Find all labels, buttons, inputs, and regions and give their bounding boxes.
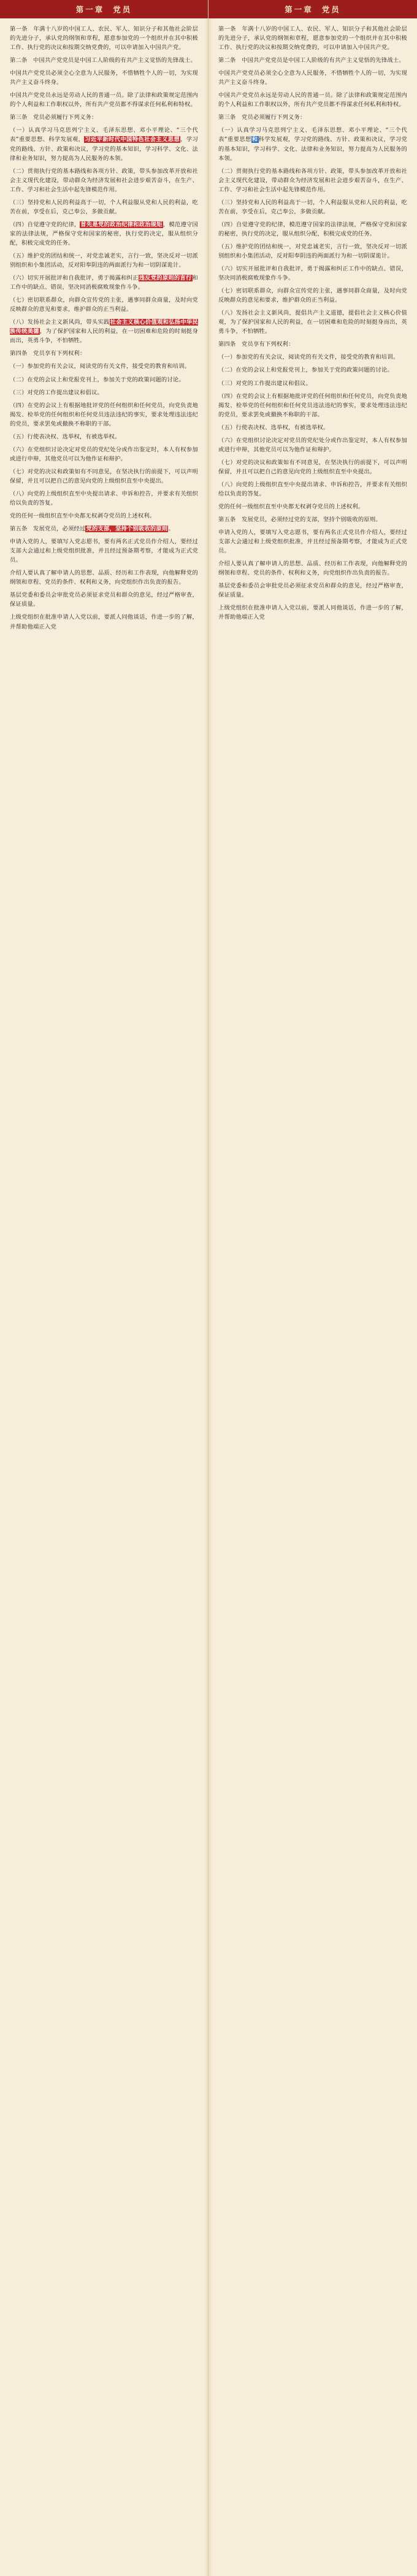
paragraph-with-highlight: （一）认真学习马克思列宁主义、毛泽东思想、邓小平理论、“三个代表”重要思想和科学发展观，学习党的路线、方针、政策和决议，学习党的基本知识，学习科学、文化、法律和业务知识，努力提高为人民服务的本领。 <box>218 127 407 162</box>
paragraph: （六）在党组织讨论决定对党员的党纪处分或作出鉴定时，本人有权参加或进行申辩，其他党员可以为他作证和辩护。 <box>218 437 407 453</box>
left-header-title: 党员 <box>113 5 132 14</box>
paragraph: 介绍人要认真了解申请人的思想、品质、经历和工作表现，向他解释党的纲领和章程、党员的条件、权利和义务，向党组织作出负责的报告。 <box>218 560 407 577</box>
right-header-title: 党员 <box>321 5 341 14</box>
paragraph: （八）向党的上级组织直至中央提出请求、申诉和控告，并要求有关组织给以负责的答复。 <box>10 490 198 507</box>
paragraph-with-highlight: （六）切实开展批评和自我批评，勇于揭露和纠正违反党的原则的言行和工作中的缺点、错误，坚决同消极腐败现象作斗争。 <box>10 275 198 291</box>
paragraph: （二）贯彻执行党的基本路线和各项方针、政策，带头参加改革开放和社会主义现代化建设，带动群众为经济发展和社会进步艰苦奋斗，在生产、工作、学习和社会生活中起先锋模范作用。 <box>218 167 407 193</box>
highlight-red-party-principle: 违反党的原则的言行 <box>139 275 192 282</box>
paragraph-with-highlight: （八）发扬社会主义新风尚，带头实践社会主义核心价值观和弘扬中华民族传统美德，为了保护国家和人民的利益，在一切困难和危险的时刻挺身而出，英勇斗争，不怕牺牲。 <box>10 319 198 345</box>
paragraph: 介绍人要认真了解申请人的思想、品质、经历和工作表现，向他解释党的纲领和章程、党员的条件、权利和义务，向党组织作出负责的报告。 <box>10 570 198 586</box>
right-header-chapter: 第一章 <box>285 5 313 14</box>
paragraph: （六）在党组织讨论决定对党员的党纪处分或作出鉴定时，本人有权参加或进行申辩，其他党员可以为他作证和辩护。 <box>10 446 198 462</box>
paragraph: 第四条 党员享有下列权利： <box>218 341 294 348</box>
paragraph: （二）贯彻执行党的基本路线和各项方针、政策，带头参加改革开放和社会主义现代化建设，带动群众为经济发展和社会进步艰苦奋斗，在生产、工作、学习和社会生活中起先锋模范作用。 <box>10 167 198 193</box>
paragraph: 党的任何一级组织直至中央都无权剥夺党员的上述权利。 <box>10 513 156 520</box>
paragraph: 申请入党的人，要填写入党志愿书，要有两名正式党员作介绍人，要经过支部大会通过和上级党组织批准，并且经过预备期考察，才能成为正式党员。 <box>10 538 198 564</box>
paragraph: 基层党委和委员会审批党员必须征求党员和群众的意见，经过严格审查，保证质量。 <box>218 583 407 599</box>
paragraph: （三）对党的工作提出建议和倡议。 <box>218 380 312 387</box>
paragraph: （三）坚持党和人民的利益高于一切，个人利益服从党和人民的利益，吃苦在前，享受在后，克己奉公，多做贡献。 <box>10 199 198 215</box>
paragraph: 中国共产党党员必须全心全意为人民服务，不惜牺牲个人的一切，为实现共产主义奋斗终身。 <box>10 70 198 86</box>
right-page-body <box>208 18 417 622</box>
paragraph: （七）密切联系群众，向群众宣传党的主张，遇事同群众商量，及时向党反映群众的意见和要求，维护群众的正当利益。 <box>10 297 198 313</box>
paragraph-with-highlight: （一）认真学习马克思列宁主义、毛泽东思想、邓小平理论、“三个代表”重要思想、科学发展观，习近平新时代中国特色社会主义思想，学习党的路线、方针、政策和决议，学习党的基本知识，学习科学、文化、法律和业务知识，努力提高为人民服务的本领。 <box>10 127 198 162</box>
paragraph: （五）行使表决权、选举权，有被选举权。 <box>218 424 329 431</box>
paragraph: （五）维护党的团结和统一，对党忠诚老实，言行一致，坚决反对一切派别组织和小集团活动，反对阳奉阴违的两面派行为和一切阴谋诡计。 <box>218 243 407 259</box>
paragraph: （七）对党的决议和政策如有不同意见，在坚决执行的前提下，可以声明保留，并且可以把自己的意见向党的上级组织直至中央提出。 <box>218 459 407 475</box>
paragraph: （六）切实开展批评和自我批评，勇于揭露和纠正工作中的缺点、错误，坚决同消极腐败现象作斗争。 <box>218 266 407 282</box>
paragraph: 第五条 发展党员，必须经过党的支部，坚持个别吸收的原则。 <box>218 516 381 524</box>
paragraph: 第二条 中国共产党党员是中国工人阶级的有共产主义觉悟的先锋战士。 <box>10 57 196 64</box>
left-header-chapter: 第一章 <box>75 5 105 14</box>
highlight-red-party-branch: 党的支部，坚持个别吸收的原则 <box>86 526 168 533</box>
paragraph: （五）维护党的团结和统一，对党忠诚老实，言行一致，坚决反对一切派别组织和小集团活动，反对阳奉阴违的两面派行为和一切阴谋诡计。 <box>10 252 198 269</box>
paragraph: 基层党委和委员会审批党员必须征求党员和群众的意见，经过严格审查，保证质量。 <box>10 592 198 608</box>
paragraph: 党的任何一级组织直至中央都无权剥夺党员的上述权利。 <box>218 503 364 511</box>
paragraph: 申请入党的人，要填写入党志愿书，要有两名正式党员作介绍人，要经过支部大会通过和上级党组织批准，并且经过预备期考察，才能成为正式党员。 <box>218 529 407 555</box>
paragraph: （八）向党的上级组织直至中央提出请求、申诉和控告，并要求有关组织给以负责的答复。 <box>218 481 407 497</box>
paragraph: 第二条 中国共产党党员是中国工人阶级的有共产主义觉悟的先锋战士。 <box>218 57 405 64</box>
paragraph: （二）在党的会议上和党报党刊上，参加关于党的政策问题的讨论。 <box>218 367 393 374</box>
paragraph: 第一条 年满十八岁的中国工人、农民、军人、知识分子和其他社会阶层的先进分子，承认党的纲领和章程，愿意参加党的一个组织并在其中积极工作、执行党的决议和按期交纳党费的，可以申请加入中国共产党。 <box>218 26 407 52</box>
paragraph: （三）对党的工作提出建议和倡议。 <box>10 389 103 396</box>
paragraph: （一）参加党的有关会议，阅读党的有关文件，接受党的教育和培训。 <box>10 363 191 370</box>
paragraph: （五）行使表决权、选举权，有被选举权。 <box>10 433 121 440</box>
paragraph: （一）参加党的有关会议，阅读党的有关文件，接受党的教育和培训。 <box>218 354 399 361</box>
highlight-red-core-values: 社会主义核心价值观和弘扬中华民族传统美德 <box>10 319 198 335</box>
paragraph: 上级党组织在批准申请人入党以前，要派人同他谈话，作进一步的了解，并帮助他端正入党 <box>10 614 198 630</box>
highlight-blue-and: 和 <box>251 136 258 143</box>
highlight-red-political-discipline: 首先是党的政治纪律和政治规矩 <box>80 221 163 228</box>
right-page-column <box>208 0 417 2576</box>
paragraph: 第三条 党员必须履行下列义务： <box>218 114 306 121</box>
paragraph: （七）对党的决议和政策如有不同意见，在坚决执行的前提下，可以声明保留，并且可以把自己的意见向党的上级组织直至中央提出。 <box>10 468 198 484</box>
left-page-header <box>0 0 208 18</box>
paragraph: （四）自觉遵守党的纪律，模范遵守国家的法律法规，严格保守党和国家的秘密，执行党的决定，服从组织分配，积极完成党的任务。 <box>218 221 407 237</box>
paragraph: 中国共产党党员永远是劳动人民的普通一员。除了法律和政策规定范围内的个人利益和工作职权以外，所有共产党员都不得谋求任何私利和特权。 <box>10 92 198 109</box>
paragraph: （二）在党的会议上和党报党刊上，参加关于党的政策问题的讨论。 <box>10 376 185 383</box>
paragraph: （四）在党的会议上有根据地批评党的任何组织和任何党员，向党负责地揭发、检举党的任何组织和任何党员违法违纪的事实，要求处理违法违纪的党员，要求罢免或撤换不称职的干部。 <box>218 392 407 418</box>
paragraph: 上级党组织在批准申请人入党以前，要派人同他谈话，作进一步的了解，并帮助他端正入党 <box>218 605 407 621</box>
paragraph: 中国共产党党员必须全心全意为人民服务，不惜牺牲个人的一切，为实现共产主义奋斗终身。 <box>218 70 407 86</box>
paragraph: 第一条 年满十八岁的中国工人、农民、军人、知识分子和其他社会阶层的先进分子，承认党的纲领和章程，愿意参加党的一个组织并在其中积极工作、执行党的决议和按期交纳党费的，可以申请加入中国共产党。 <box>10 26 198 52</box>
highlight-red-xi-thought: 习近平新时代中国特色社会主义思想 <box>85 136 180 143</box>
right-page-header <box>208 0 417 18</box>
paragraph: 第三条 党员必须履行下列义务： <box>10 114 98 121</box>
left-page-body <box>0 18 208 632</box>
left-page-column <box>0 0 208 2576</box>
paragraph-with-highlight: 第五条 发展党员，必须经过党的支部，坚持个别吸收的原则。 <box>10 526 174 533</box>
paragraph: 中国共产党党员永远是劳动人民的普通一员。除了法律和政策规定范围内的个人利益和工作职权以外，所有共产党员都不得谋求任何私利和特权。 <box>218 92 407 109</box>
paragraph: （八）发扬社会主义新风尚，提倡共产主义道德，提倡社会主义核心价值观，为了保护国家和人民的利益，在一切困难和危险的时刻挺身而出，英勇斗争，不怕牺牲。 <box>218 310 407 335</box>
paragraph-with-highlight: （四）自觉遵守党的纪律，首先是党的政治纪律和政治规矩，模范遵守国家的法律法规，严格保守党和国家的秘密，执行党的决定，服从组织分配，积极完成党的任务。 <box>10 221 198 247</box>
paragraph: 第四条 党员享有下列权利： <box>10 350 86 357</box>
paragraph: （三）坚持党和人民的利益高于一切，个人利益服从党和人民的利益，吃苦在前，享受在后，克己奉公，多做贡献。 <box>218 199 407 215</box>
paragraph: （七）密切联系群众，向群众宣传党的主张，遇事同群众商量，及时向党反映群众的意见和要求，维护群众的正当利益。 <box>218 288 407 304</box>
paragraph: （四）在党的会议上有根据地批评党的任何组织和任何党员，向党负责地揭发、检举党的任何组织和任何党员违法违纪的事实，要求处理违法违纪的党员，要求罢免或撤换不称职的干部。 <box>10 402 198 427</box>
